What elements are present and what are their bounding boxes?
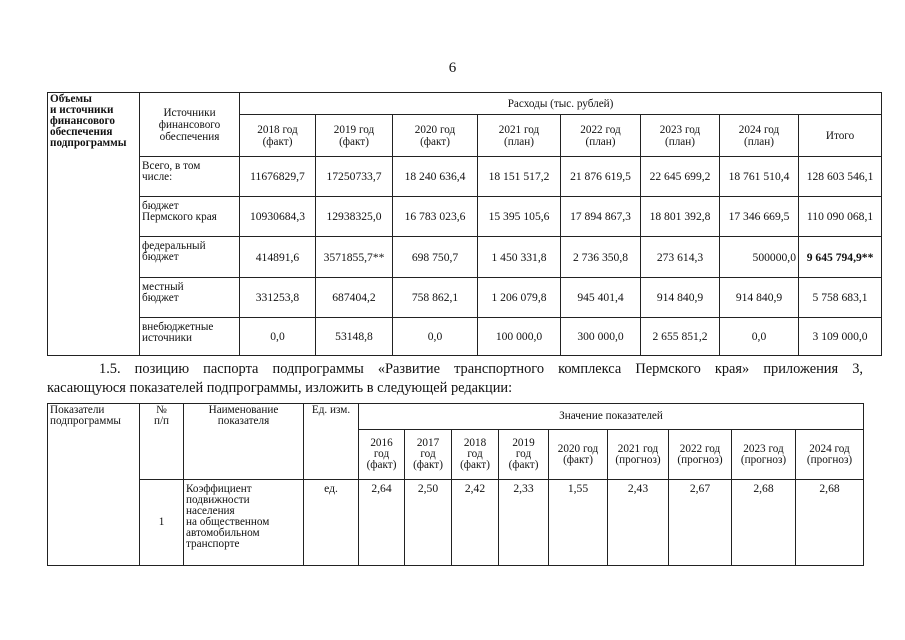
indicators-label: Показатели подпрограммы [48, 404, 140, 566]
financing-label: Объемы и источники финансового обеспечения подпрограммы [48, 93, 140, 356]
indicator-name: Коэффициент подвижности населения на общественном автомобильном транспорте [184, 480, 304, 566]
number-header: № п/п [140, 404, 184, 480]
year-header: 2019 год (факт) [316, 115, 393, 157]
financing-table [47, 92, 882, 356]
value-cell: 21 876 619,5 [561, 157, 641, 197]
value-cell: 0,0 [240, 318, 316, 356]
value-cell: 9 645 794,9** [799, 237, 882, 278]
amendment-paragraph [47, 360, 863, 398]
value-cell: 2,68 [732, 480, 796, 566]
values-header: Значение показателей [359, 404, 864, 430]
value-cell: 53148,8 [316, 318, 393, 356]
value-cell: 10930684,3 [240, 197, 316, 237]
year-header: 2022 год (план) [561, 115, 641, 157]
source-label: федеральный бюджет [140, 237, 240, 278]
value-cell: 5 758 683,1 [799, 278, 882, 318]
year-header: 2017 год (факт) [405, 430, 452, 480]
value-cell: 18 801 392,8 [641, 197, 720, 237]
value-cell: 414891,6 [240, 237, 316, 278]
value-cell: 1 206 079,8 [478, 278, 561, 318]
table-row [48, 157, 882, 197]
year-header: 2023 год (план) [641, 115, 720, 157]
value-cell: 18 240 636,4 [393, 157, 478, 197]
value-cell: 100 000,0 [478, 318, 561, 356]
value-cell: 11676829,7 [240, 157, 316, 197]
year-header: 2024 год (план) [720, 115, 799, 157]
value-cell: 22 645 699,2 [641, 157, 720, 197]
paragraph-line-2: касающуюся показателей подпрограммы, изложить в следующей редакции: [47, 380, 513, 396]
value-cell: 331253,8 [240, 278, 316, 318]
page-number: 6 [448, 60, 457, 76]
year-header: 2020 год (факт) [393, 115, 478, 157]
value-cell: 0,0 [720, 318, 799, 356]
value-cell: 2 736 350,8 [561, 237, 641, 278]
value-cell: 15 395 105,6 [478, 197, 561, 237]
value-cell: 1 450 331,8 [478, 237, 561, 278]
value-cell: 3 109 000,0 [799, 318, 882, 356]
value-cell: 500000,0 [720, 237, 799, 278]
table-row [48, 480, 864, 566]
value-cell: 128 603 546,1 [799, 157, 882, 197]
source-label: Всего, в том числе: [140, 157, 240, 197]
value-cell: 16 783 023,6 [393, 197, 478, 237]
value-cell: 17 346 669,5 [720, 197, 799, 237]
value-cell: 2,42 [452, 480, 499, 566]
source-label: местный бюджет [140, 278, 240, 318]
year-header: 2024 год (прогноз) [796, 430, 864, 480]
paragraph-line-1: 1.5. позицию паспорта подпрограммы «Развитие транспортного комплекса Пермского края» приложения 3, [99, 361, 863, 377]
value-cell: 18 761 510,4 [720, 157, 799, 197]
value-cell: 300 000,0 [561, 318, 641, 356]
value-cell: 17250733,7 [316, 157, 393, 197]
value-cell: 273 614,3 [641, 237, 720, 278]
value-cell: 2,33 [499, 480, 549, 566]
table-row [48, 278, 882, 318]
value-cell: 17 894 867,3 [561, 197, 641, 237]
value-cell: 2,67 [669, 480, 732, 566]
year-header: 2016 год (факт) [359, 430, 405, 480]
value-cell: 110 090 068,1 [799, 197, 882, 237]
value-cell: 2,68 [796, 480, 864, 566]
value-cell: 2 655 851,2 [641, 318, 720, 356]
value-cell: 0,0 [393, 318, 478, 356]
year-header: 2021 год (прогноз) [608, 430, 669, 480]
value-cell: 914 840,9 [641, 278, 720, 318]
year-header: 2020 год (факт) [549, 430, 608, 480]
value-cell: 698 750,7 [393, 237, 478, 278]
value-cell: 945 401,4 [561, 278, 641, 318]
year-header: 2019 год (факт) [499, 430, 549, 480]
indicator-name-header: Наименование показателя [184, 404, 304, 480]
value-cell: 3571855,7** [316, 237, 393, 278]
value-cell: 1,55 [549, 480, 608, 566]
table-row [48, 237, 882, 278]
sources-header: Источники финансового обеспечения [140, 93, 240, 157]
value-cell: 2,50 [405, 480, 452, 566]
value-cell: 2,64 [359, 480, 405, 566]
indicators-table [47, 403, 864, 566]
source-label: внебюджетные источники [140, 318, 240, 356]
year-header: 2021 год (план) [478, 115, 561, 157]
year-header: 2023 год (прогноз) [732, 430, 796, 480]
value-cell: 12938325,0 [316, 197, 393, 237]
value-cell: 758 862,1 [393, 278, 478, 318]
value-cell: 2,43 [608, 480, 669, 566]
table-row [48, 197, 882, 237]
value-cell: 18 151 517,2 [478, 157, 561, 197]
table-row [48, 318, 882, 356]
value-cell: 914 840,9 [720, 278, 799, 318]
year-header: 2018 год (факт) [240, 115, 316, 157]
year-header: 2018 год (факт) [452, 430, 499, 480]
row-number: 1 [140, 480, 184, 566]
unit-header: Ед. изм. [304, 404, 359, 480]
expenses-header: Расходы (тыс. рублей) [240, 93, 882, 115]
total-header: Итого [799, 115, 882, 157]
unit-cell: ед. [304, 480, 359, 566]
value-cell: 687404,2 [316, 278, 393, 318]
source-label: бюджет Пермского края [140, 197, 240, 237]
year-header: 2022 год (прогноз) [669, 430, 732, 480]
